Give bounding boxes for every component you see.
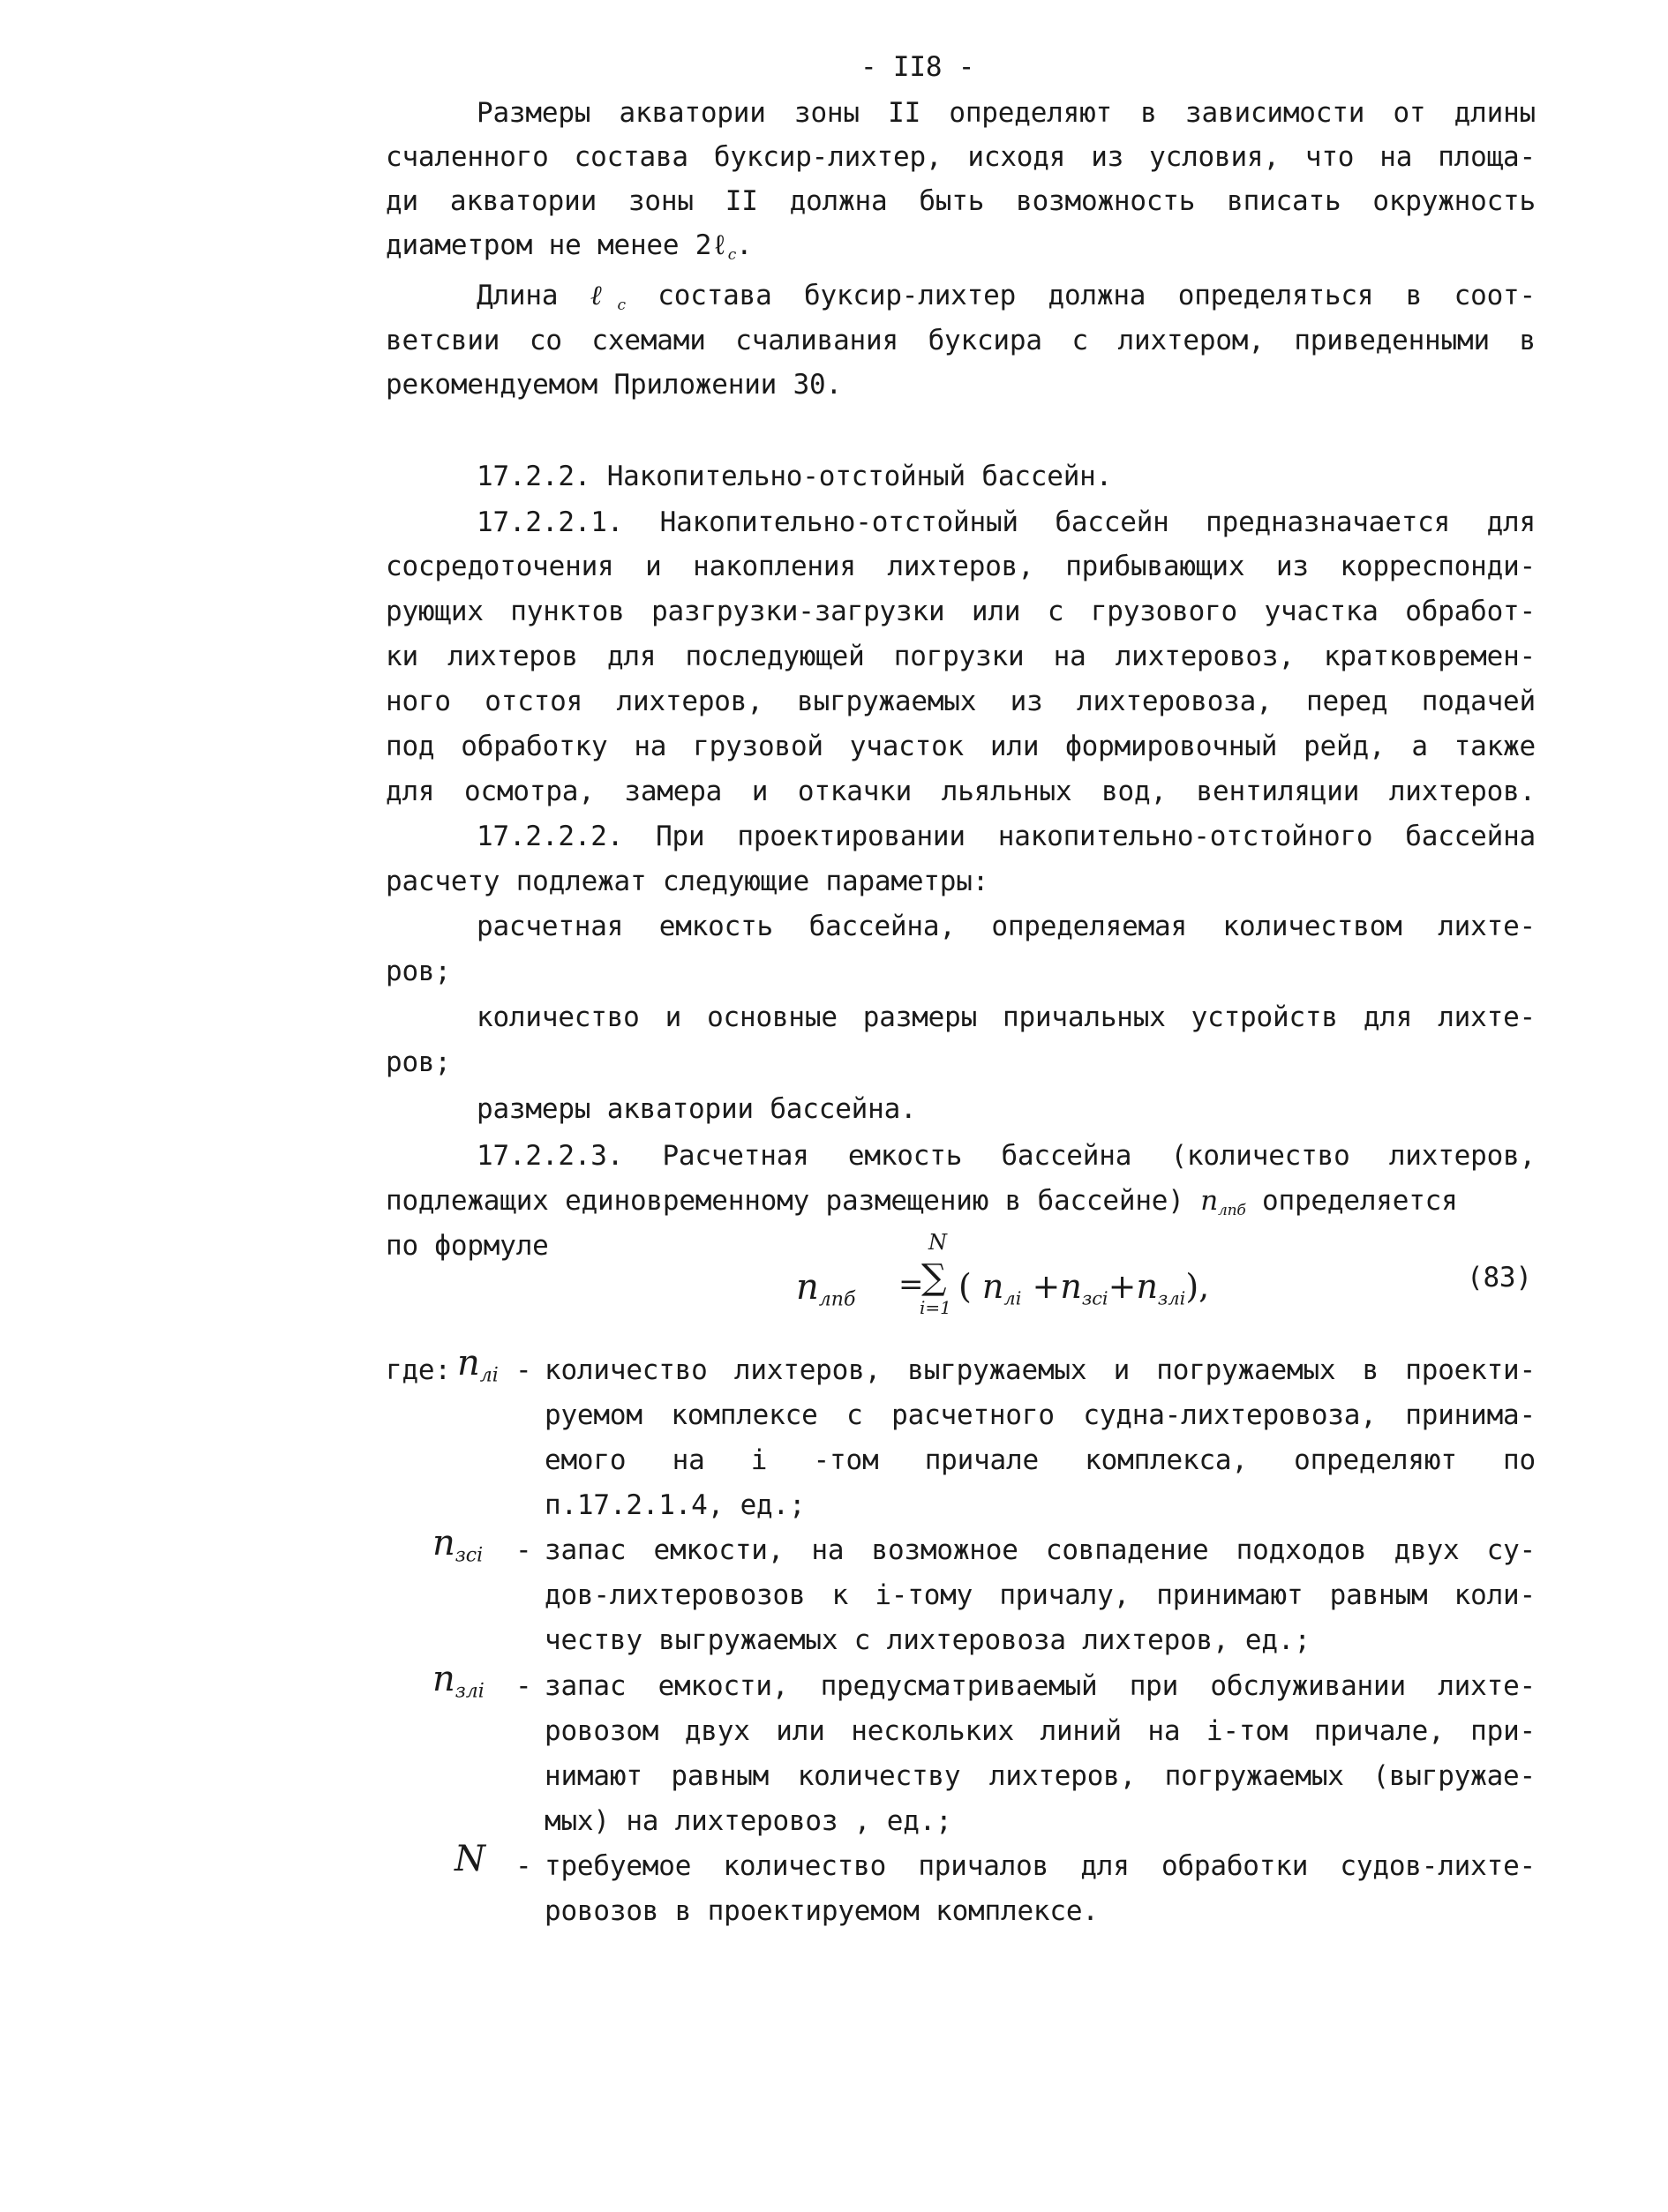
formula-term-3-subscript: злi <box>1157 1287 1186 1309</box>
p1-line-3: ди акватории зоны II должна быть возможность вписать окружность <box>386 185 1536 217</box>
def-3-line-1: запас емкости, предусматриваемый при обслуживании лихте- <box>545 1670 1536 1702</box>
def-2-line-2: дов-лихтеровозов к i-тому причалу, принимают равным коли- <box>545 1579 1536 1611</box>
p5-line-2-end: определяется <box>1262 1185 1458 1217</box>
p1-subscript: c <box>727 245 737 264</box>
item-2-line-2: ров; <box>386 1046 451 1078</box>
where-label: где: <box>386 1354 451 1386</box>
def-4-line-2: ровозов в проектируемом комплексе. <box>545 1895 1099 1927</box>
formula-term-2-subscript: зсi <box>1081 1287 1108 1309</box>
def-2-symbol <box>432 1523 483 1567</box>
p2-line-1 <box>477 278 1536 323</box>
p1-line-4 <box>386 228 753 273</box>
formula-plus-1: + <box>1032 1267 1061 1306</box>
def-4-symbol <box>455 1839 485 1879</box>
p1-line-1: Размеры акватории зоны II определяют в зависимости от длины <box>477 97 1536 129</box>
formula-term-1: n <box>981 1267 1004 1306</box>
p5-symbol: n <box>1200 1185 1218 1217</box>
p5-line-2 <box>386 1183 1458 1228</box>
formula-term-1-subscript: лi <box>1003 1287 1022 1309</box>
formula-lhs-subscript: лпб <box>818 1288 856 1311</box>
p2-start: Длина <box>477 280 590 311</box>
formula-open-paren: ( <box>958 1267 972 1306</box>
def-3-symbol <box>432 1659 485 1703</box>
def-2-symbol-char: n <box>432 1523 455 1563</box>
formula-term-2: n <box>1060 1267 1082 1306</box>
item-1-line-2: ров; <box>386 956 451 987</box>
def-2-dash: - <box>515 1534 532 1566</box>
p3-line-5: ного отстоя лихтеров, выгружаемых из лихтеровоза, перед подачей <box>386 686 1536 717</box>
def-1-symbol-subscript: лi <box>479 1364 499 1387</box>
formula-number: (83) <box>1467 1262 1532 1293</box>
p3-line-4: ки лихтеров для последующей погрузки на лихтеровоз, кратковремен- <box>386 641 1536 672</box>
item-3: размеры акватории бассейна. <box>477 1093 917 1125</box>
def-3-dash: - <box>515 1670 532 1702</box>
p2-rest: состава буксир-лихтер должна определяться в соот- <box>625 280 1536 311</box>
def-1-line-4: п.17.2.1.4, ед.; <box>545 1489 806 1521</box>
p5-line-3: по формуле <box>386 1230 549 1262</box>
def-1-symbol-char: n <box>457 1343 480 1383</box>
def-1-line-1: количество лихтеров, выгружаемых и погружаемых в проекти- <box>545 1354 1536 1386</box>
page-number: - II8 - <box>860 51 975 83</box>
def-2-symbol-subscript: зсi <box>455 1544 484 1567</box>
p3-line-2: сосредоточения и накопления лихтеров, прибывающих из корреспонди- <box>386 551 1536 582</box>
p1-line-2: счаленного состава буксир-лихтер, исходя из условия, что на площа- <box>386 141 1536 173</box>
item-1-line-1: расчетная емкость бассейна, определяемая количеством лихте- <box>477 911 1536 942</box>
section-heading-17-2-2: 17.2.2. Накопительно-отстойный бассейн. <box>477 461 1113 492</box>
def-4-line-1: требуемое количество причалов для обработки судов-лихте- <box>545 1850 1536 1882</box>
p2-length-subscript: c <box>617 296 626 314</box>
def-1-dash: - <box>515 1354 532 1386</box>
formula-lhs <box>796 1267 855 1311</box>
formula-term-3: n <box>1136 1267 1158 1306</box>
p2-line-2: ветсвии со схемами счаливания буксира с лихтером, приведенными в <box>386 325 1536 356</box>
def-1-line-3: емого на i -том причале комплекса, определяют по <box>545 1444 1536 1476</box>
p5-line-1: 17.2.2.3. Расчетная емкость бассейна (количество лихтеров, <box>477 1140 1536 1172</box>
def-3-line-3: нимают равным количеству лихтеров, погружаемых (выгружае- <box>545 1760 1536 1792</box>
p3-line-1: 17.2.2.1. Накопительно-отстойный бассейн предназначается для <box>477 506 1536 538</box>
formula-sum-sign: ∑ <box>921 1257 947 1298</box>
formula-close-paren: ), <box>1185 1267 1210 1306</box>
p2-length-symbol: ℓ <box>590 280 618 311</box>
def-3-symbol-char: n <box>432 1659 455 1699</box>
formula-equals: = <box>898 1267 924 1302</box>
p3-line-3: рующих пунктов разгрузки-загрузки или с грузового участка обработ- <box>386 596 1536 627</box>
def-1-symbol <box>457 1343 499 1387</box>
p4-line-1: 17.2.2.2. При проектировании накопительно-отстойного бассейна <box>477 821 1536 852</box>
formula-sum-lower-limit: i=1 <box>920 1297 951 1318</box>
formula-sum-upper-limit: N <box>928 1230 947 1255</box>
p3-line-6: под обработку на грузовой участок или формировочный рейд, а также <box>386 731 1536 762</box>
def-1-line-2: руемом комплексе с расчетного судна-лихтеровоза, принима- <box>545 1399 1536 1431</box>
def-2-line-3: честву выгружаемых с лихтеровоза лихтеров, ед.; <box>545 1624 1311 1656</box>
p1-end: . <box>736 229 753 261</box>
p4-line-2: расчету подлежат следующие параметры: <box>386 866 989 897</box>
formula-lhs-symbol: n <box>796 1267 819 1308</box>
p5-line-2-text: подлежащих единовременному размещению в бассейне) <box>386 1185 1184 1217</box>
def-2-line-1: запас емкости, на возможное совпадение подходов двух су- <box>545 1534 1536 1566</box>
formula-plus-2: + <box>1108 1267 1137 1306</box>
p1-line-4-text: диаметром не менее 2ℓ <box>386 229 728 261</box>
item-2-line-1: количество и основные размеры причальных устройств для лихте- <box>477 1001 1536 1033</box>
p3-line-7: для осмотра, замера и откачки льяльных вод, вентиляции лихтеров. <box>386 776 1536 807</box>
def-4-symbol-char: N <box>455 1839 485 1879</box>
def-3-line-4: мых) на лихтеровоз , ед.; <box>545 1805 952 1837</box>
def-4-dash: - <box>515 1850 532 1882</box>
formula-body <box>958 1267 1209 1308</box>
p2-line-3: рекомендуемом Приложении 30. <box>386 369 842 401</box>
p5-symbol-subscript: лпб <box>1217 1201 1246 1219</box>
def-3-line-2: ровозом двух или нескольких линий на i-том причале, при- <box>545 1715 1536 1747</box>
def-3-symbol-subscript: злi <box>455 1680 485 1703</box>
